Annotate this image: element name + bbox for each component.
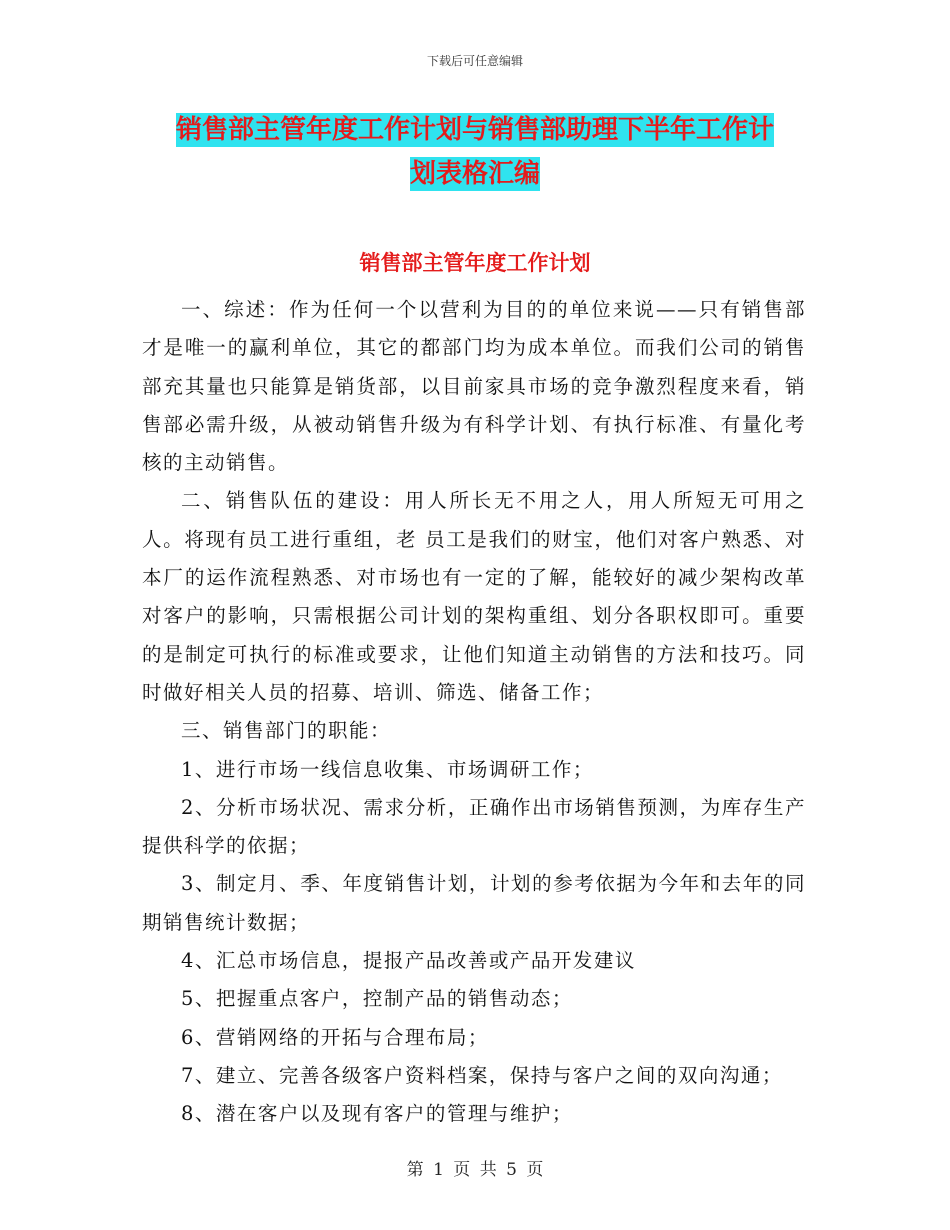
list-item: 8、潜在客户以及现有客户的管理与维护； [181, 1102, 573, 1126]
page-number-footer: 第 1 页 共 5 页 [406, 1160, 544, 1180]
list-item: 7、建立、完善各级客户资料档案，保持与客户之间的双向沟通； [181, 1063, 783, 1087]
list-item: 2、分析市场状况、需求分析，正确作出市场销售预测，为库存生产提供科学的依据； [142, 795, 806, 858]
section-heading: 销售部主管年度工作计划 [359, 251, 591, 275]
page-header-note: 下载后可任意编辑 [426, 54, 523, 68]
document-title [140, 108, 810, 196]
list-item: 4、汇总市场信息，提报产品改善或产品开发建议 [181, 949, 636, 973]
list-item: 1、进行市场一线信息收集、市场调研工作； [181, 757, 594, 781]
paragraph-functions-heading: 三、销售部门的职能： [181, 719, 392, 743]
document-body [142, 291, 806, 1134]
paragraph-overview: 一、综述：作为任何一个以营利为目的的单位来说——只有销售部才是唯一的赢利单位，其它的都部门均为成本单位。而我们公司的销售部充其量也只能算是销货部，以目前家具市场的竞争激烈程度来看，销售部必需升级，从被动销售升级为有科学计划、有执行标准、有量化考核的主动销售。 [142, 298, 806, 475]
paragraph-team-building: 二、销售队伍的建设：用人所长无不用之人，用人所短无可用之人。将现有员工进行重组，老 员工是我们的财宝，他们对客户熟悉、对本厂的运作流程熟悉、对市场也有一定的了解，能较好的减少架构改革对客户的影响，只需根据公司计划的架构重组、划分各职权即可。重要的是制定可执行的标准或要求，让他们知道主动销售的方法和技巧。同时做好相关人员的招募、培训、筛选、储备工作； [142, 489, 806, 704]
list-item: 6、营销网络的开拓与合理布局； [181, 1025, 489, 1049]
document-title-line-1: 销售部主管年度工作计划与销售部助理下半年工作计 [175, 115, 774, 145]
list-item: 3、制定月、季、年度销售计划，计划的参考依据为今年和去年的同期销售统计数据； [142, 872, 806, 934]
document-title-line-2: 划表格汇编 [409, 159, 540, 189]
list-item: 5、把握重点客户，控制产品的销售动态； [181, 987, 573, 1011]
